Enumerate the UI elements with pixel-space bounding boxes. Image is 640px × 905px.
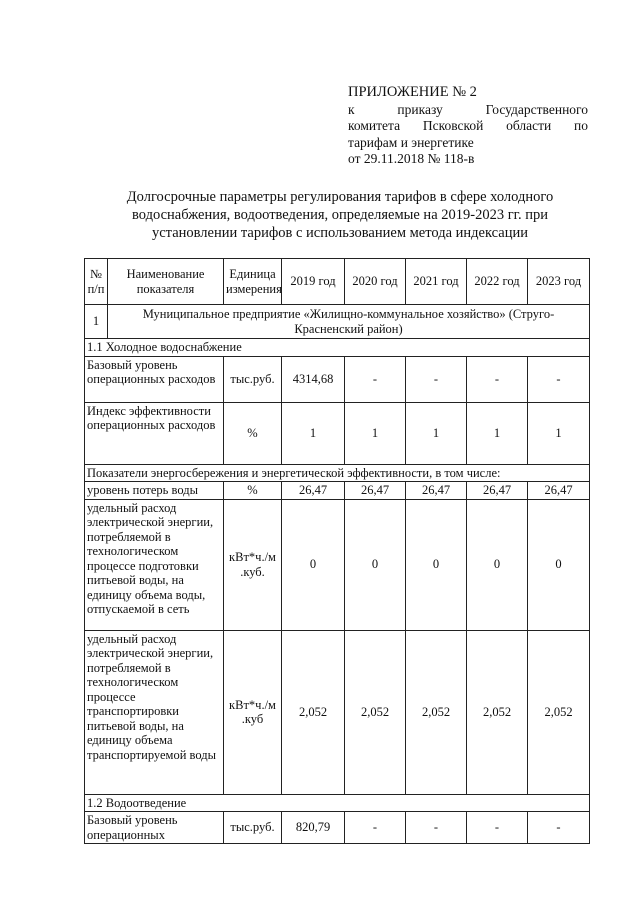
header-year: 2019 год [282, 259, 345, 305]
indicator-unit: тыс.руб. [224, 812, 282, 844]
value-cell: 0 [406, 499, 467, 630]
document-title-line: водоснабжения, водоотведения, определяемые на 2019-2023 гг. при [132, 207, 548, 223]
indicator-name: удельный расход электрической энергии, потребляемой в технологическом процессе подготовки питьевой воды, на единицу объема воды, отпускаемой в сеть [85, 499, 224, 630]
value-cell: 2,052 [406, 630, 467, 794]
indicator-unit: кВт*ч./м .куб [224, 630, 282, 794]
appendix-block [348, 84, 588, 168]
value-cell: - [406, 356, 467, 402]
appendix-word: Государственного [485, 101, 588, 117]
header-unit: Единица измерения [224, 259, 282, 305]
appendix-word: к [348, 101, 355, 117]
value-cell: 1 [528, 402, 590, 464]
value-cell: - [406, 812, 467, 844]
appendix-line-2 [348, 118, 588, 135]
indicator-name: удельный расход электрической энергии, потребляемой в технологическом процессе транспортировки питьевой воды, на единицу объема транспортируемой воды [85, 630, 224, 794]
value-cell: 2,052 [345, 630, 406, 794]
header-year: 2022 год [467, 259, 528, 305]
indicator-unit: тыс.руб. [224, 356, 282, 402]
value-cell: 26,47 [345, 482, 406, 500]
organization-row [85, 305, 590, 339]
appendix-line-3: тарифам и энергетике [348, 134, 474, 150]
value-cell: 2,052 [528, 630, 590, 794]
value-cell: - [345, 812, 406, 844]
indicator-name: Базовый уровень операционных расходов [85, 356, 224, 402]
value-cell: 0 [282, 499, 345, 630]
value-cell: 2,052 [467, 630, 528, 794]
value-cell: 820,79 [282, 812, 345, 844]
document-title-line: установлении тарифов с использованием метода индексации [152, 225, 528, 241]
table-header-row [85, 259, 590, 305]
parameters-table [84, 258, 590, 844]
header-num: № п/п [85, 259, 108, 305]
table-row [85, 482, 590, 500]
value-cell: 26,47 [406, 482, 467, 500]
header-year: 2023 год [528, 259, 590, 305]
header-year: 2020 год [345, 259, 406, 305]
value-cell: - [528, 812, 590, 844]
value-cell: 1 [406, 402, 467, 464]
value-cell: - [467, 812, 528, 844]
section-cold-water: 1.1 Холодное водоснабжение [85, 339, 590, 357]
section-row [85, 794, 590, 812]
value-cell: - [528, 356, 590, 402]
header-year: 2021 год [406, 259, 467, 305]
organization-name: Муниципальное предприятие «Жилищно-коммунальное хозяйство» (Струго-Красненский район) [108, 305, 590, 339]
value-cell: 26,47 [282, 482, 345, 500]
appendix-word: по [573, 118, 588, 133]
value-cell: 1 [467, 402, 528, 464]
table-row [85, 356, 590, 402]
section-wastewater: 1.2 Водоотведение [85, 794, 590, 812]
document-title [100, 188, 580, 242]
section-row [85, 464, 590, 482]
value-cell: 26,47 [467, 482, 528, 500]
indicator-name: Индекс эффективности операционных расходов [85, 402, 224, 464]
indicator-name: Базовый уровень операционных [85, 812, 224, 844]
value-cell: - [345, 356, 406, 402]
value-cell: 0 [345, 499, 406, 630]
value-cell: 0 [467, 499, 528, 630]
value-cell: 26,47 [528, 482, 590, 500]
value-cell: 1 [282, 402, 345, 464]
appendix-word: Псковской [422, 118, 484, 133]
section-row [85, 339, 590, 357]
energy-indicators-header: Показатели энергосбережения и энергетической эффективности, в том числе: [85, 464, 590, 482]
appendix-title: ПРИЛОЖЕНИЕ № 2 [348, 84, 477, 100]
table-row [85, 499, 590, 630]
value-cell: 2,052 [282, 630, 345, 794]
table-row [85, 812, 590, 844]
row-num: 1 [85, 305, 108, 339]
appendix-line-1 [348, 102, 588, 119]
appendix-word: приказу [397, 101, 443, 117]
appendix-word: комитета [348, 118, 401, 133]
appendix-line-4: от 29.11.2018 № 118-в [348, 151, 475, 166]
value-cell: 1 [345, 402, 406, 464]
table-row [85, 630, 590, 794]
table-row [85, 402, 590, 464]
indicator-unit: % [224, 402, 282, 464]
indicator-unit: % [224, 482, 282, 500]
document-title-line: Долгосрочные параметры регулирования тарифов в сфере холодного [126, 189, 554, 205]
value-cell: 0 [528, 499, 590, 630]
appendix-word: области [506, 118, 552, 133]
indicator-name: уровень потерь воды [85, 482, 224, 500]
header-name: Наименование показателя [108, 259, 224, 305]
value-cell: - [467, 356, 528, 402]
value-cell: 4314,68 [282, 356, 345, 402]
indicator-unit: кВт*ч./м .куб. [224, 499, 282, 630]
